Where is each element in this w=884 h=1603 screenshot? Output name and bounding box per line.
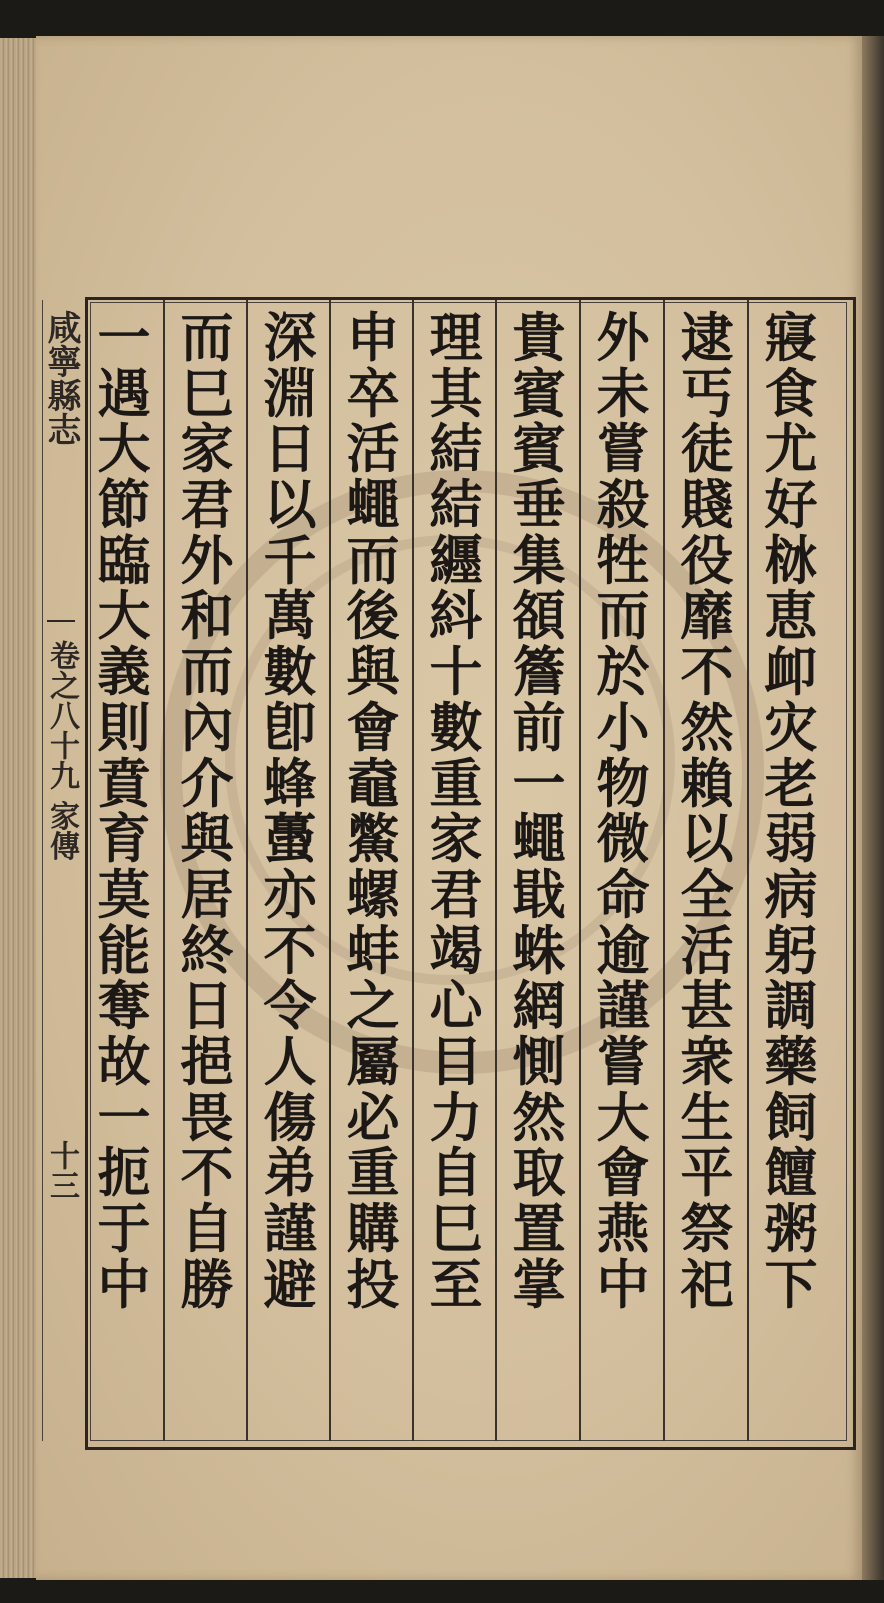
glyph: 纒 xyxy=(429,529,483,592)
glyph: 取 xyxy=(512,1142,566,1205)
glyph: 頟 xyxy=(512,585,566,648)
glyph: 與 xyxy=(346,641,400,704)
block-heart-gutter xyxy=(42,300,83,1441)
text-column-9 xyxy=(88,307,160,1430)
glyph: 一 xyxy=(97,1086,151,1149)
glyph: 賓 xyxy=(512,362,566,425)
glyph: 屬 xyxy=(346,1030,400,1093)
book-title: 咸寧縣志 xyxy=(41,310,81,446)
glyph: 鱉 xyxy=(346,808,400,871)
glyph: 好 xyxy=(764,474,818,537)
glyph: 介 xyxy=(180,752,234,815)
glyph: 之 xyxy=(346,975,400,1038)
glyph: 紏 xyxy=(429,585,483,648)
glyph: 購 xyxy=(346,1198,400,1260)
glyph: 戢 xyxy=(512,863,566,926)
glyph: 畏 xyxy=(180,1086,234,1149)
glyph: 君 xyxy=(429,863,483,926)
glyph: 粥 xyxy=(764,1198,818,1260)
glyph: 終 xyxy=(180,919,234,982)
glyph: 蜂 xyxy=(263,752,317,815)
glyph: 義 xyxy=(97,641,151,704)
glyph: 其 xyxy=(429,362,483,425)
glyph: 簷 xyxy=(512,641,566,704)
glyph: 能 xyxy=(97,919,151,982)
glyph: 逾 xyxy=(596,919,650,982)
column-rule xyxy=(579,300,581,1441)
glyph: 下 xyxy=(764,1253,818,1316)
glyph: 巳 xyxy=(429,1198,483,1260)
glyph: 而 xyxy=(180,641,234,704)
column-rule xyxy=(329,300,331,1441)
column-rule xyxy=(747,300,749,1441)
glyph: 數 xyxy=(429,696,483,759)
glyph: 弱 xyxy=(764,808,818,871)
glyph: 千 xyxy=(263,529,317,592)
glyph: 和 xyxy=(180,585,234,648)
glyph: 蚌 xyxy=(346,919,400,982)
text-column-4 xyxy=(503,307,575,1430)
glyph: 會 xyxy=(346,696,400,759)
glyph: 恵 xyxy=(764,585,818,648)
glyph: 目 xyxy=(429,1030,483,1093)
glyph: 蛛 xyxy=(512,919,566,982)
glyph: 活 xyxy=(346,418,400,481)
glyph: 數 xyxy=(263,641,317,704)
text-column-6 xyxy=(337,307,409,1430)
glyph: 巳 xyxy=(180,362,234,425)
glyph: 奪 xyxy=(97,975,151,1038)
glyph: 于 xyxy=(97,1198,151,1260)
glyph: 大 xyxy=(97,418,151,481)
glyph: 賤 xyxy=(680,474,734,537)
glyph: 藥 xyxy=(764,1030,818,1093)
glyph: 家 xyxy=(180,418,234,481)
glyph: 蠅 xyxy=(512,808,566,871)
glyph: 賁 xyxy=(97,752,151,815)
glyph: 節 xyxy=(97,474,151,537)
glyph: 必 xyxy=(346,1086,400,1149)
glyph: 不 xyxy=(180,1142,234,1205)
glyph: 於 xyxy=(596,641,650,704)
fish-tail-mark xyxy=(47,620,75,636)
column-rule xyxy=(412,300,414,1441)
glyph: 竭 xyxy=(429,919,483,982)
binding-shadow xyxy=(862,36,884,1580)
glyph: 會 xyxy=(596,1142,650,1205)
glyph: 挹 xyxy=(180,1030,234,1093)
glyph: 物 xyxy=(596,752,650,815)
text-column-7 xyxy=(254,307,326,1430)
glyph: 賓 xyxy=(512,418,566,481)
text-column-1 xyxy=(755,307,827,1430)
glyph: 外 xyxy=(180,529,234,592)
glyph: 結 xyxy=(429,474,483,537)
glyph: 飼 xyxy=(764,1086,818,1149)
glyph: 鼀 xyxy=(346,752,400,815)
glyph: 人 xyxy=(263,1030,317,1093)
glyph: 蠆 xyxy=(263,808,317,871)
glyph: 蠅 xyxy=(346,474,400,537)
glyph: 網 xyxy=(512,975,566,1038)
text-column-2 xyxy=(671,307,743,1430)
glyph: 中 xyxy=(596,1253,650,1316)
glyph: 以 xyxy=(680,808,734,871)
glyph: 淵 xyxy=(263,362,317,425)
glyph: 而 xyxy=(180,307,234,369)
glyph: 逮 xyxy=(680,307,734,369)
glyph: 饘 xyxy=(764,1142,818,1205)
glyph: 尤 xyxy=(764,418,818,481)
glyph: 一 xyxy=(512,752,566,815)
glyph: 一 xyxy=(97,307,151,369)
glyph: 未 xyxy=(596,362,650,425)
glyph: 徒 xyxy=(680,418,734,481)
glyph: 垂 xyxy=(512,474,566,537)
glyph: 貴 xyxy=(512,307,566,369)
glyph: 燕 xyxy=(596,1198,650,1260)
glyph: 丐 xyxy=(680,362,734,425)
glyph: 然 xyxy=(680,696,734,759)
glyph: 調 xyxy=(764,975,818,1038)
glyph: 萬 xyxy=(263,585,317,648)
text-column-3 xyxy=(587,307,659,1430)
glyph: 深 xyxy=(263,307,317,369)
page-number: 十三 xyxy=(44,1140,79,1200)
glyph: 扼 xyxy=(97,1142,151,1205)
glyph: 殺 xyxy=(596,474,650,537)
glyph: 卽 xyxy=(263,696,317,759)
chapter-label: 卷之八十九 家傳 xyxy=(44,640,79,861)
glyph: 微 xyxy=(596,808,650,871)
text-column-5 xyxy=(420,307,492,1430)
glyph: 令 xyxy=(263,975,317,1038)
glyph: 避 xyxy=(263,1253,317,1316)
glyph: 育 xyxy=(97,808,151,871)
glyph: 遇 xyxy=(97,362,151,425)
glyph: 以 xyxy=(263,474,317,537)
glyph: 家 xyxy=(429,808,483,871)
glyph: 牲 xyxy=(596,529,650,592)
glyph: 內 xyxy=(180,696,234,759)
glyph: 命 xyxy=(596,863,650,926)
glyph: 老 xyxy=(764,752,818,815)
glyph: 謹 xyxy=(263,1198,317,1260)
glyph: 食 xyxy=(764,362,818,425)
glyph: 嘗 xyxy=(596,1030,650,1093)
glyph: 亦 xyxy=(263,863,317,926)
glyph: 前 xyxy=(512,696,566,759)
glyph: 躬 xyxy=(764,919,818,982)
glyph: 卒 xyxy=(346,362,400,425)
glyph: 結 xyxy=(429,418,483,481)
glyph: 不 xyxy=(263,919,317,982)
glyph: 螺 xyxy=(346,863,400,926)
glyph: 惻 xyxy=(512,1030,566,1093)
glyph: 故 xyxy=(97,1030,151,1093)
glyph: 弟 xyxy=(263,1142,317,1205)
glyph: 靡 xyxy=(680,585,734,648)
glyph: 力 xyxy=(429,1086,483,1149)
glyph: 十 xyxy=(429,641,483,704)
glyph: 自 xyxy=(429,1142,483,1205)
column-rule xyxy=(246,300,248,1441)
glyph: 寢 xyxy=(764,307,818,369)
glyph: 中 xyxy=(97,1253,151,1316)
column-rule xyxy=(163,300,165,1441)
text-column-8 xyxy=(171,307,243,1430)
glyph: 栤 xyxy=(764,529,818,592)
glyph: 居 xyxy=(180,863,234,926)
glyph: 勝 xyxy=(180,1253,234,1316)
glyph: 謹 xyxy=(596,975,650,1038)
glyph: 心 xyxy=(429,975,483,1038)
glyph: 而 xyxy=(596,585,650,648)
glyph: 外 xyxy=(596,307,650,369)
glyph: 然 xyxy=(512,1086,566,1149)
glyph: 日 xyxy=(180,975,234,1038)
glyph: 甚 xyxy=(680,975,734,1038)
glyph: 掌 xyxy=(512,1253,566,1316)
glyph: 祭 xyxy=(680,1198,734,1260)
glyph: 卹 xyxy=(764,641,818,704)
column-rule xyxy=(663,300,665,1441)
glyph: 臨 xyxy=(97,529,151,592)
glyph: 至 xyxy=(429,1253,483,1316)
glyph: 與 xyxy=(180,808,234,871)
column-rule xyxy=(495,300,497,1441)
glyph: 投 xyxy=(346,1253,400,1316)
glyph: 衆 xyxy=(680,1030,734,1093)
glyph: 大 xyxy=(596,1086,650,1149)
glyph: 後 xyxy=(346,585,400,648)
glyph: 重 xyxy=(346,1142,400,1205)
glyph: 自 xyxy=(180,1198,234,1260)
glyph: 則 xyxy=(97,696,151,759)
glyph: 小 xyxy=(596,696,650,759)
glyph: 大 xyxy=(97,585,151,648)
glyph: 賴 xyxy=(680,752,734,815)
glyph: 活 xyxy=(680,919,734,982)
glyph: 理 xyxy=(429,307,483,369)
glyph: 傷 xyxy=(263,1086,317,1149)
glyph: 平 xyxy=(680,1142,734,1205)
glyph: 莫 xyxy=(97,863,151,926)
glyph: 灾 xyxy=(764,696,818,759)
glyph: 日 xyxy=(263,418,317,481)
glyph: 集 xyxy=(512,529,566,592)
glyph: 病 xyxy=(764,863,818,926)
glyph: 祀 xyxy=(680,1253,734,1316)
glyph: 役 xyxy=(680,529,734,592)
glyph: 生 xyxy=(680,1086,734,1149)
glyph: 置 xyxy=(512,1198,566,1260)
glyph: 君 xyxy=(180,474,234,537)
glyph: 不 xyxy=(680,641,734,704)
glyph: 全 xyxy=(680,863,734,926)
glyph: 重 xyxy=(429,752,483,815)
glyph: 而 xyxy=(346,529,400,592)
glyph: 申 xyxy=(346,307,400,369)
glyph: 嘗 xyxy=(596,418,650,481)
